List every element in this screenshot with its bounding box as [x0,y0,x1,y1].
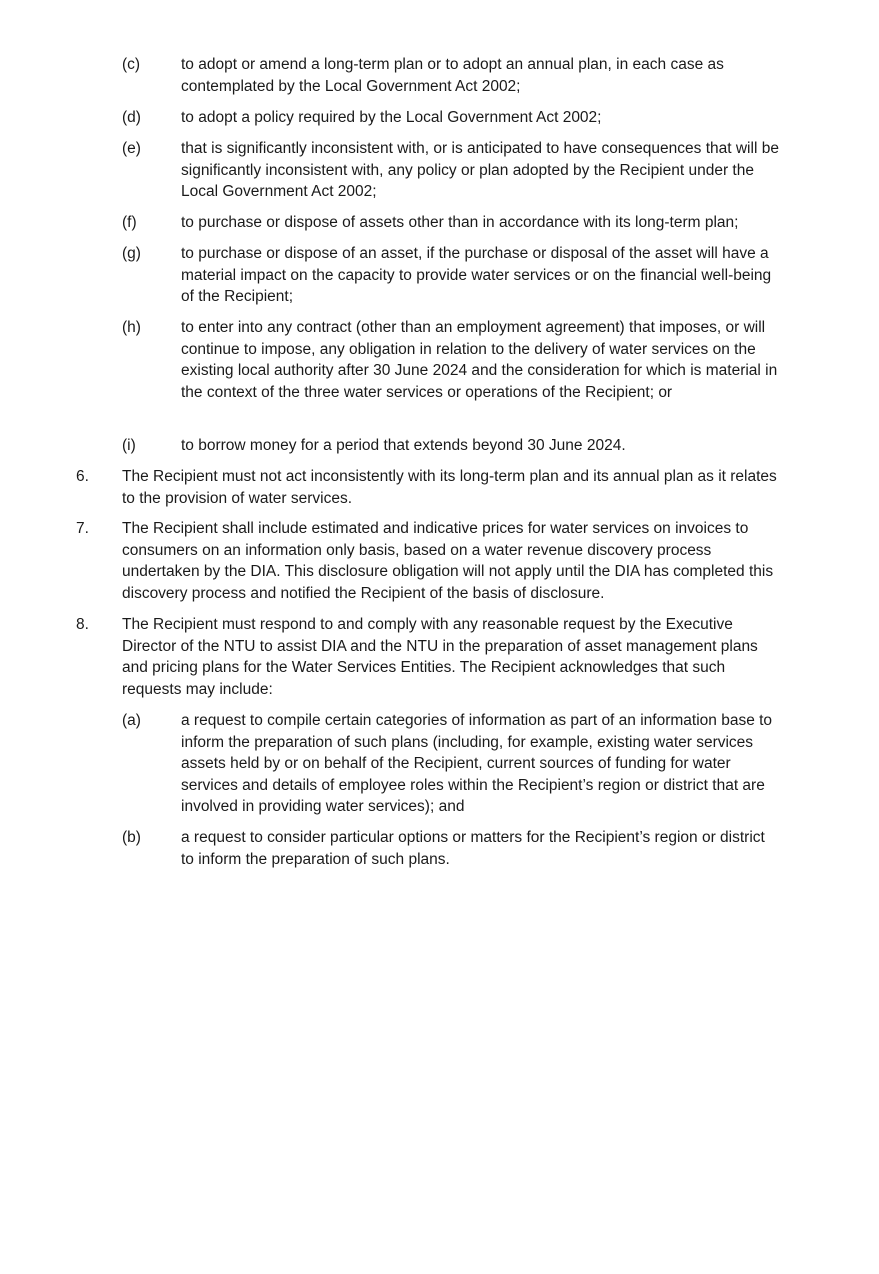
clause-label: (g) [122,245,141,262]
paragraph-text: The Recipient must not act inconsistently with its long-term plan and its annual plan as it relates to the provision of water services. [122,468,777,507]
clause-text: to purchase or dispose of assets other than in accordance with its long-term plan; [181,214,739,231]
clause-text: that is significantly inconsistent with, or is anticipated to have consequences that will be significantly inconsistent with, any policy or plan adopted by the Recipient under the Local Government Act 2002; [181,140,779,201]
clause-label: (f) [122,214,137,231]
clause-label: (h) [122,319,141,336]
paragraph-number: 6. [76,468,89,485]
paragraph-text: The Recipient shall include estimated and indicative prices for water services on invoices to consumers on an information only basis, based on a water revenue discovery process undertaken by the DIA. This disclosure obligation will not apply until the DIA has completed this discovery process and notified the Recipient of the basis of disclosure. [122,520,774,602]
clause-label: (a) [122,712,141,729]
clause-label: (i) [122,437,136,454]
clause-text: to purchase or dispose of an asset, if the purchase or disposal of the asset will have a material impact on the capacity to provide water services or on the financial well-being of the Recipient; [181,245,772,306]
clause-text: to adopt or amend a long-term plan or to adopt an annual plan, in each case as contemplated by the Local Government Act 2002; [181,56,724,95]
paragraph-text: The Recipient must respond to and comply with any reasonable request by the Executive Director of the NTU to assist DIA and the NTU in the preparation of asset management plans and pricing plans for the Water Services Entities. The Recipient acknowledges that such requests may include: [122,616,758,698]
clause-text: a request to consider particular options or matters for the Recipient’s region or district to inform the preparation of such plans. [181,829,765,868]
paragraph-number: 7. [76,520,89,537]
clause-text: to enter into any contract (other than an employment agreement) that imposes, or will continue to impose, any obligation in relation to the delivery of water services on the existing local authority after 30 June 2024 and the consideration for which is material in the context of the three water services or operations of the Recipient; or [181,319,778,401]
clause-label: (e) [122,140,141,157]
clause-label: (d) [122,109,141,126]
paragraph-number: 8. [76,616,89,633]
clause-label: (c) [122,56,141,73]
clause-text: a request to compile certain categories of information as part of an information base to inform the preparation of such plans (including, for example, existing water services assets held by or on behalf of the Recipient, current sources of funding for water services and details of employee roles within the Recipient’s region or district that are involved in providing water services); and [181,712,773,816]
clause-text: to adopt a policy required by the Local Government Act 2002; [181,109,602,126]
clause-label: (b) [122,829,141,846]
clause-text: to borrow money for a period that extends beyond 30 June 2024. [181,437,626,454]
